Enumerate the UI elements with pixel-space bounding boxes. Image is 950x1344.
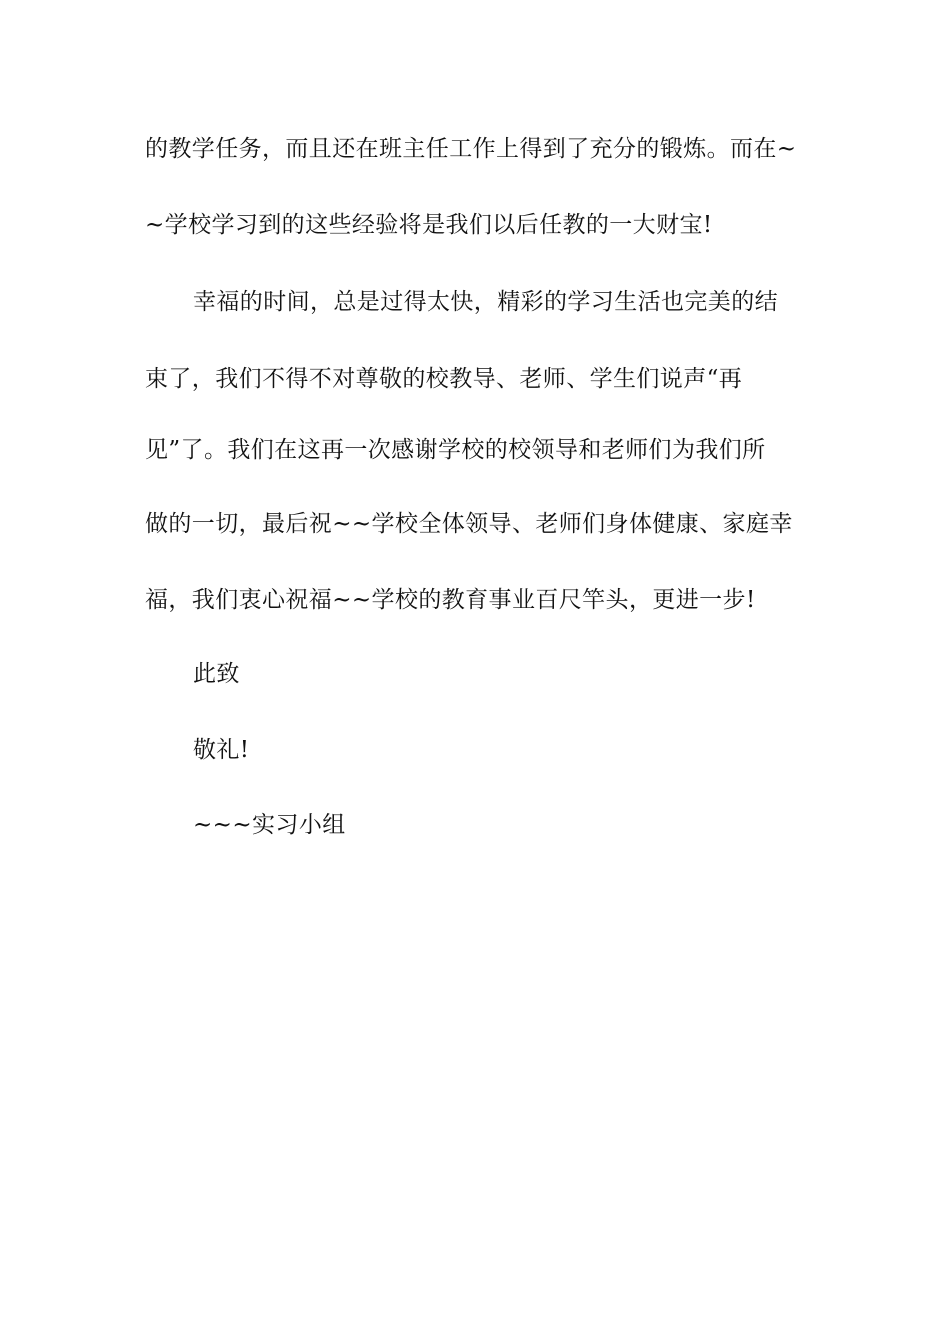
closing-salutation-1: 此致 xyxy=(193,661,240,687)
body-line-6: 做的一切，最后祝~~学校全体领导、老师们身体健康、家庭幸 xyxy=(145,511,793,537)
body-line-1: 的教学任务，而且还在班主任工作上得到了充分的锻炼。而在~ xyxy=(145,136,797,162)
body-line-5: 见”了。我们在这再一次感谢学校的校领导和老师们为我们所 xyxy=(145,437,766,463)
signature: ~~~实习小组 xyxy=(193,812,346,838)
body-line-2: ~学校学习到的这些经验将是我们以后任教的一大财宝! xyxy=(145,212,713,238)
body-line-3: 幸福的时间，总是过得太快，精彩的学习生活也完美的结 xyxy=(193,289,778,315)
body-line-4: 束了，我们不得不对尊敬的校教导、老师、学生们说声“再 xyxy=(145,366,743,392)
closing-salutation-2: 敬礼! xyxy=(193,737,250,763)
body-line-7: 福，我们衷心祝福~~学校的教育事业百尺竿头，更进一步! xyxy=(145,587,756,613)
